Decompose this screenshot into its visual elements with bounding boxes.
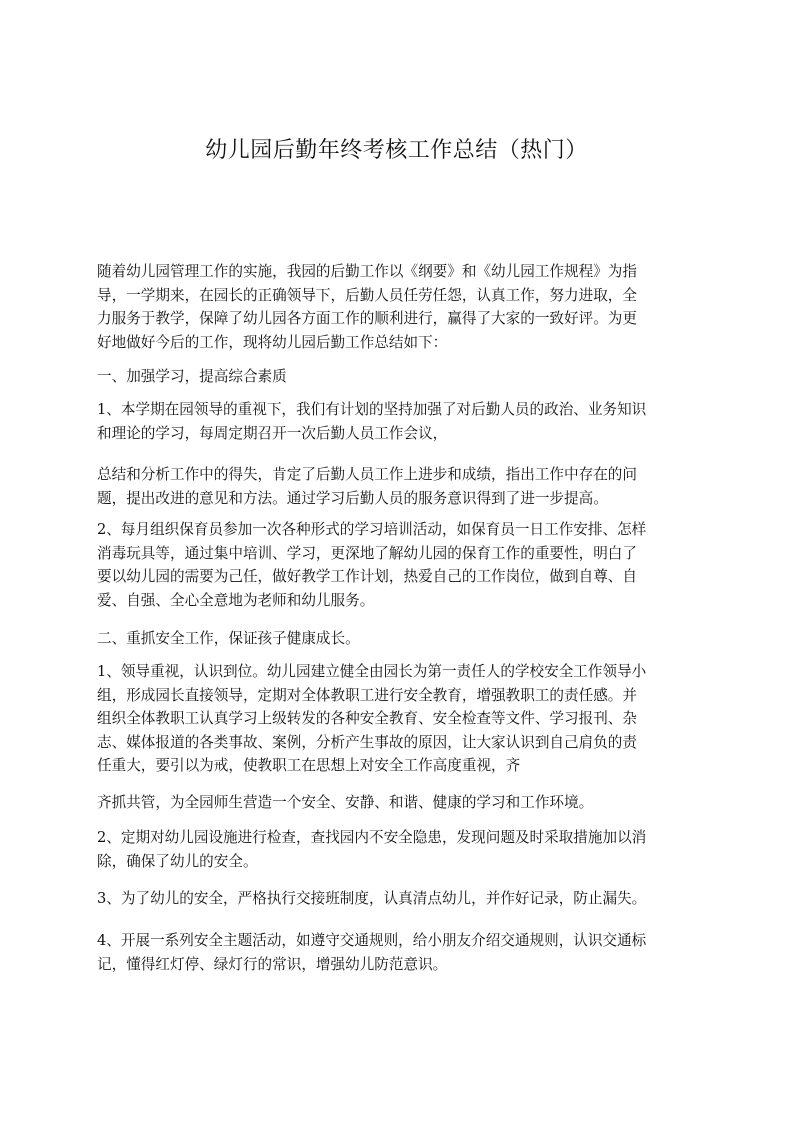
paragraph-2-2 <box>97 826 695 873</box>
text-line: 除，确保了幼儿的安全。 <box>97 852 258 870</box>
text-line: 好地做好今后的工作，现将幼儿园后勤工作总结如下： <box>97 333 448 351</box>
intro-paragraph <box>97 260 695 354</box>
text-line: 3、为了幼儿的安全，严格执行交接班制度，认真清点幼儿，并作好记录，防止漏失。 <box>97 890 647 907</box>
paragraph-2-3 <box>97 887 695 911</box>
text-line: 2、定期对幼儿园设施进行检查，查找园内不安全隐患，发现问题及时采取措施加以消 <box>97 829 647 846</box>
text-line: 1、领导重视，认识到位。幼儿园建立健全由园长为第一责任人的学校安全工作领导小 <box>97 663 647 680</box>
text-line: 2、每月组织保育员参加一次各种形式的学习培训活动，如保育员一日工作安排、怎样 <box>97 521 647 538</box>
text-line: 力服务于教学，保障了幼儿园各方面工作的顺利进行，赢得了大家的一致好评。为更 <box>97 310 637 327</box>
text-line: 志、媒体报道的各类事故、案例，分析产生事故的原因，让大家认识到自己肩负的责 <box>97 733 637 751</box>
text-line: 导，一学期来，在园长的正确领导下，后勤人员任劳任怨，认真工作，努力进取，全 <box>97 286 637 304</box>
section-heading-1 <box>97 365 695 389</box>
text-line: 随着幼儿园管理工作的实施，我园的后勤工作以《纲要》和《幼儿园工作规程》为指 <box>97 263 637 280</box>
text-line: 记，懂得红灯停、绿灯行的常识，增强幼儿防范意识。 <box>97 955 448 973</box>
section-heading-2 <box>97 627 695 651</box>
paragraph-1-1-cont <box>97 463 695 510</box>
text-line: 和理论的学习，每周定期召开一次后勤人员工作会议， <box>97 424 448 442</box>
heading-line: 一、加强学习，提高综合素质 <box>97 368 287 385</box>
paragraph-1-1 <box>97 398 695 445</box>
text-line: 爱、自强、全心全意地为老师和幼儿服务。 <box>97 591 375 609</box>
text-line: 消毒玩具等，通过集中培训、学习，更深地了解幼儿园的保育工作的重要性，明白了 <box>97 544 637 562</box>
text-line: 4、开展一系列安全主题活动，如遵守交通规则，给小朋友介绍交通规则，认识交通标 <box>97 932 647 949</box>
text-line: 1、本学期在园领导的重视下，我们有计划的坚持加强了对后勤人员的政治、业务知识 <box>97 401 647 418</box>
document-title: 幼儿园后勤年终考核工作总结（热门） <box>205 138 588 163</box>
paragraph-2-1 <box>97 660 695 778</box>
paragraph-1-2 <box>97 518 695 612</box>
paragraph-2-1-cont <box>97 791 695 815</box>
text-line: 任重大，要引以为戒，使教职工在思想上对安全工作高度重视，齐 <box>97 757 521 774</box>
text-line: 组织全体教职工认真学习上级转发的各种安全教育、安全检查等文件、学习报刊、杂 <box>97 710 637 727</box>
text-line: 要以幼儿园的需要为己任，做好教学工作计划，热爱自己的工作岗位，做到自尊、自 <box>97 568 637 585</box>
paragraph-2-4 <box>97 929 695 976</box>
text-line: 总结和分析工作中的得失，肯定了后勤人员工作上进步和成绩，指出工作中存在的问 <box>97 466 637 483</box>
heading-line: 二、重抓安全工作，保证孩子健康成长。 <box>97 630 360 647</box>
text-line: 齐抓共管，为全园师生营造一个安全、安静、和谐、健康的学习和工作环境。 <box>97 794 594 811</box>
text-line: 题，提出改进的意见和方法。通过学习后勤人员的服务意识得到了进一步提高。 <box>97 489 608 507</box>
text-line: 组，形成园长直接领导，定期对全体教职工进行安全教育，增强教职工的责任感。并 <box>97 686 637 704</box>
